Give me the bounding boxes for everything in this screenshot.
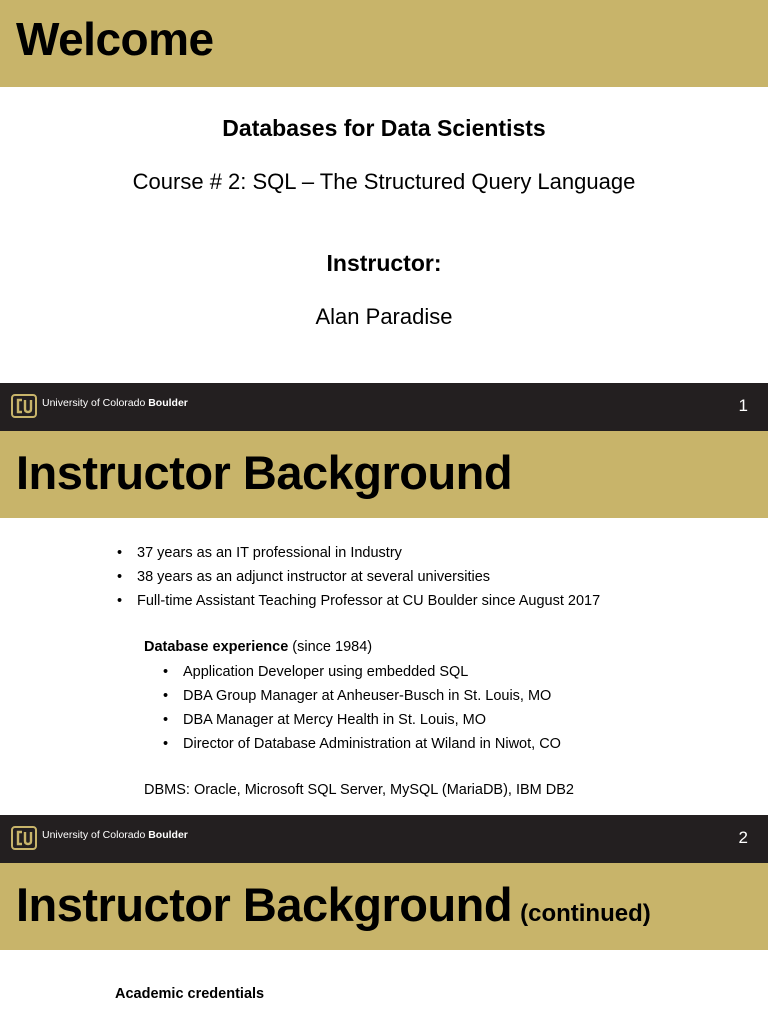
dbms-list: DBMS: Oracle, Microsoft SQL Server, MySQL (MariaDB), IBM DB2 bbox=[144, 782, 574, 798]
footer-bar bbox=[0, 383, 768, 431]
background-bullets bbox=[117, 541, 600, 613]
university-name: University of Colorado Boulder bbox=[42, 829, 188, 841]
course-subtitle: Course # 2: SQL – The Structured Query Language bbox=[132, 169, 636, 194]
university-name: University of Colorado Boulder bbox=[42, 397, 188, 409]
slide-title: Instructor Background bbox=[16, 446, 513, 499]
slide-title: Welcome bbox=[16, 13, 214, 65]
list-item: • Director of Database Administration at Wiland in Niwot, CO bbox=[163, 736, 561, 752]
cu-logo-icon bbox=[11, 393, 37, 419]
title-suffix: (continued) bbox=[520, 900, 651, 927]
title-bar bbox=[0, 431, 768, 518]
slide-title: Instructor Background (continued) bbox=[16, 878, 651, 931]
page-number: 1 bbox=[738, 396, 748, 415]
list-item: • 37 years as an IT professional in Industry bbox=[117, 545, 402, 561]
instructor-label: Instructor: bbox=[326, 250, 442, 276]
slide-1 bbox=[0, 0, 768, 383]
list-item: • DBA Manager at Mercy Health in St. Louis, MO bbox=[163, 712, 487, 728]
footer-bar bbox=[0, 815, 768, 863]
database-experience-heading: Database experience (since 1984) bbox=[144, 639, 373, 655]
list-item: • 38 years as an adjunct instructor at several universities bbox=[117, 569, 491, 585]
instructor-name: Alan Paradise bbox=[315, 304, 453, 329]
list-item: • Full-time Assistant Teaching Professor at CU Boulder since August 2017 bbox=[117, 593, 601, 609]
course-name: Databases for Data Scientists bbox=[222, 115, 546, 141]
database-experience-list bbox=[163, 660, 561, 756]
page-number: 2 bbox=[738, 828, 748, 847]
title-bar bbox=[0, 863, 768, 950]
list-item: • Application Developer using embedded SQL bbox=[163, 664, 469, 680]
slide-2 bbox=[0, 383, 768, 815]
list-item: • DBA Group Manager at Anheuser-Busch in St. Louis, MO bbox=[163, 688, 552, 704]
title-bar bbox=[0, 0, 768, 87]
academic-credentials-heading: Academic credentials bbox=[115, 986, 265, 1002]
cu-logo-icon bbox=[11, 825, 37, 851]
slide-3 bbox=[0, 815, 768, 1024]
